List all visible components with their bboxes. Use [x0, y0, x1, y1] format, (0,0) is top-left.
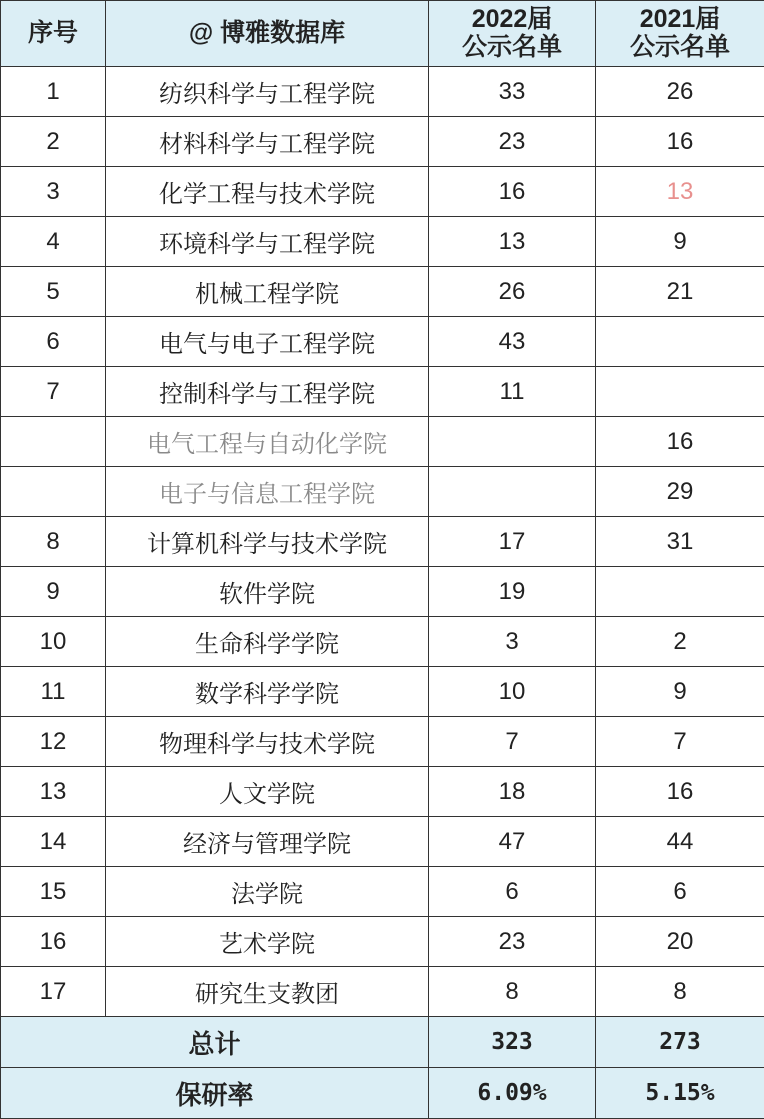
row-no: 4: [1, 217, 106, 267]
header-2022-year: 2022届: [429, 6, 595, 34]
school-name: 数学科学学院: [106, 667, 429, 717]
table-row: [1, 867, 764, 917]
count-2021: [596, 317, 764, 367]
count-2021: 29: [596, 467, 764, 517]
table-row: [1, 967, 764, 1017]
count-2022: 23: [429, 117, 596, 167]
total-row: [1, 1017, 764, 1068]
rate-row: [1, 1068, 764, 1119]
table-body: [1, 67, 764, 1017]
school-name: 物理科学与技术学院: [106, 717, 429, 767]
table-row: [1, 217, 764, 267]
row-no: [1, 467, 106, 517]
count-2022: 10: [429, 667, 596, 717]
count-2021: 9: [596, 667, 764, 717]
count-2021: 20: [596, 917, 764, 967]
row-no: 12: [1, 717, 106, 767]
row-no: 8: [1, 517, 106, 567]
row-no: 7: [1, 367, 106, 417]
table-row: [1, 117, 764, 167]
row-no: 2: [1, 117, 106, 167]
table-row: [1, 767, 764, 817]
header-2021: [596, 1, 764, 67]
school-name: 化学工程与技术学院: [106, 167, 429, 217]
school-name: 生命科学学院: [106, 617, 429, 667]
school-name: 材料科学与工程学院: [106, 117, 429, 167]
table-row: [1, 817, 764, 867]
count-2021: 31: [596, 517, 764, 567]
rate-2022: 6.09%: [429, 1068, 596, 1119]
table-row: [1, 67, 764, 117]
count-2021: 16: [596, 767, 764, 817]
count-2021: 2: [596, 617, 764, 667]
rate-label: 保研率: [1, 1068, 429, 1119]
count-2022: 16: [429, 167, 596, 217]
school-name: 电子与信息工程学院: [106, 467, 429, 517]
school-name: 机械工程学院: [106, 267, 429, 317]
school-name: 人文学院: [106, 767, 429, 817]
school-name: 电气与电子工程学院: [106, 317, 429, 367]
header-2021-year: 2021届: [596, 6, 764, 34]
table-row: [1, 367, 764, 417]
count-2021: 16: [596, 117, 764, 167]
table-header: [1, 1, 764, 67]
school-name: 法学院: [106, 867, 429, 917]
row-no: 3: [1, 167, 106, 217]
count-2021: [596, 367, 764, 417]
count-2022: 13: [429, 217, 596, 267]
count-2022: 8: [429, 967, 596, 1017]
count-2022: 18: [429, 767, 596, 817]
count-2021: 9: [596, 217, 764, 267]
row-no: 13: [1, 767, 106, 817]
table-footer: [1, 1017, 764, 1119]
table-row-former-school: [1, 417, 764, 467]
row-no: 1: [1, 67, 106, 117]
count-2021: 8: [596, 967, 764, 1017]
table-row: [1, 517, 764, 567]
count-2022: 3: [429, 617, 596, 667]
school-name: 计算机科学与技术学院: [106, 517, 429, 567]
table-row: [1, 717, 764, 767]
count-2022: 17: [429, 517, 596, 567]
table-row: [1, 567, 764, 617]
header-row: [1, 1, 764, 67]
total-label: 总计: [1, 1017, 429, 1068]
header-name: @ 博雅数据库: [106, 1, 429, 67]
school-name: 电气工程与自动化学院: [106, 417, 429, 467]
school-name: 环境科学与工程学院: [106, 217, 429, 267]
row-no: 15: [1, 867, 106, 917]
count-2022: 23: [429, 917, 596, 967]
count-2022: 26: [429, 267, 596, 317]
count-2022: 7: [429, 717, 596, 767]
count-2021: 21: [596, 267, 764, 317]
school-name: 控制科学与工程学院: [106, 367, 429, 417]
count-2022: [429, 467, 596, 517]
table-row: [1, 667, 764, 717]
total-2021: 273: [596, 1017, 764, 1068]
row-no: 6: [1, 317, 106, 367]
table-row: [1, 317, 764, 367]
table-row: [1, 267, 764, 317]
school-name: 纺织科学与工程学院: [106, 67, 429, 117]
count-2021: 6: [596, 867, 764, 917]
school-name: 经济与管理学院: [106, 817, 429, 867]
count-2022: 11: [429, 367, 596, 417]
total-2022: 323: [429, 1017, 596, 1068]
count-2022: 33: [429, 67, 596, 117]
row-no: [1, 417, 106, 467]
table-row: [1, 917, 764, 967]
row-no: 14: [1, 817, 106, 867]
count-2021: 44: [596, 817, 764, 867]
row-no: 16: [1, 917, 106, 967]
table-row: [1, 617, 764, 667]
rate-2021: 5.15%: [596, 1068, 764, 1119]
table-row-former-school: [1, 467, 764, 517]
school-name: 研究生支教团: [106, 967, 429, 1017]
header-no: 序号: [1, 1, 106, 67]
row-no: 9: [1, 567, 106, 617]
school-name: 艺术学院: [106, 917, 429, 967]
school-name: 软件学院: [106, 567, 429, 617]
row-no: 10: [1, 617, 106, 667]
count-2021: 26: [596, 67, 764, 117]
count-2022: [429, 417, 596, 467]
header-2022-label: 公示名单: [429, 34, 595, 62]
row-no: 11: [1, 667, 106, 717]
count-2022: 47: [429, 817, 596, 867]
row-no: 17: [1, 967, 106, 1017]
table-row: [1, 167, 764, 217]
count-2021: [596, 567, 764, 617]
header-2021-label: 公示名单: [596, 34, 764, 62]
header-2022: [429, 1, 596, 67]
count-2021: 16: [596, 417, 764, 467]
count-2021: 7: [596, 717, 764, 767]
count-2022: 6: [429, 867, 596, 917]
count-2021-highlighted: 13: [596, 167, 764, 217]
count-2022: 43: [429, 317, 596, 367]
count-2022: 19: [429, 567, 596, 617]
row-no: 5: [1, 267, 106, 317]
